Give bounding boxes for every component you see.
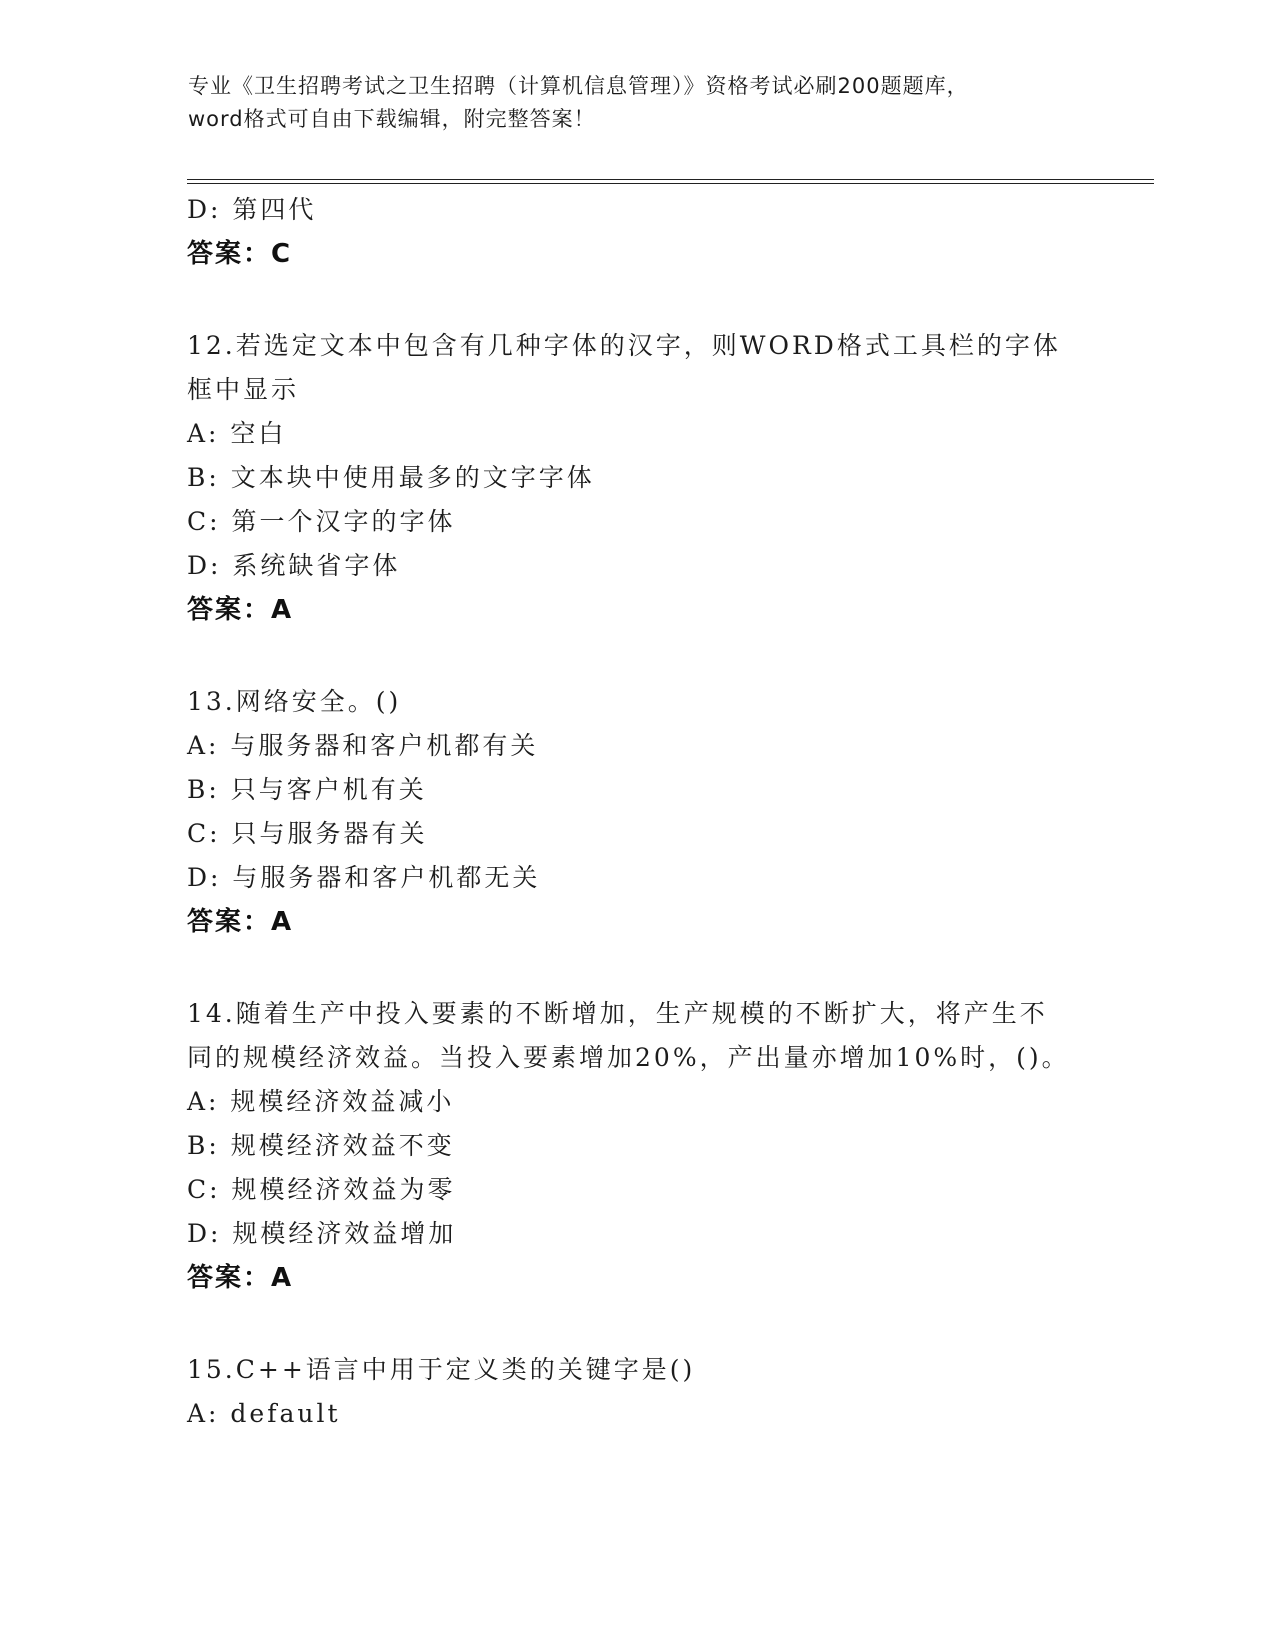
prev-answer: 答案：C [187,239,293,269]
q14-stem-line-1: 14.随着生产中投入要素的不断增加，生产规模的不断扩大，将产生不 [187,999,1048,1028]
document-header [188,70,1088,136]
q13-option-c: C: 只与服务器有关 [187,819,428,848]
q13-option-b: B: 只与客户机有关 [187,775,427,804]
q13-answer: 答案：A [187,907,294,937]
q14-answer: 答案：A [187,1263,294,1293]
q14-option-b: B: 规模经济效益不变 [187,1131,455,1160]
q12-option-a: A: 空白 [187,419,287,448]
q14-option-a: A: 规模经济效益减小 [187,1087,455,1116]
q14-option-c: C: 规模经济效益为零 [187,1175,456,1204]
q15-option-a: A: default [187,1399,341,1428]
q13-option-a: A: 与服务器和客户机都有关 [187,731,539,760]
header-line-2: word格式可自由下载编辑，附完整答案！ [188,107,596,131]
header-line-1: 专业《卫生招聘考试之卫生招聘（计算机信息管理）》资格考试必刷200题题库， [188,74,969,98]
q12-option-c: C: 第一个汉字的字体 [187,507,456,536]
q12-option-d: D: 系统缺省字体 [187,551,401,580]
q12-answer: 答案：A [187,595,294,625]
q14-stem-line-2: 同的规模经济效益。当投入要素增加20%，产出量亦增加10%时，()。 [187,1043,1070,1072]
q12-stem-line-2: 框中显示 [187,375,300,404]
q12-option-b: B: 文本块中使用最多的文字字体 [187,463,595,492]
q15-stem-line-1: 15.C++语言中用于定义类的关键字是() [187,1355,696,1384]
prev-option-d: D: 第四代 [187,195,317,224]
header-divider-bottom [187,183,1154,184]
q14-option-d: D: 规模经济效益增加 [187,1219,457,1248]
q12-stem-line-1: 12.若选定文本中包含有几种字体的汉字，则WORD格式工具栏的字体 [187,331,1061,360]
q13-stem-line-1: 13.网络安全。() [187,687,402,716]
header-divider-top [187,179,1154,180]
q13-option-d: D: 与服务器和客户机都无关 [187,863,541,892]
